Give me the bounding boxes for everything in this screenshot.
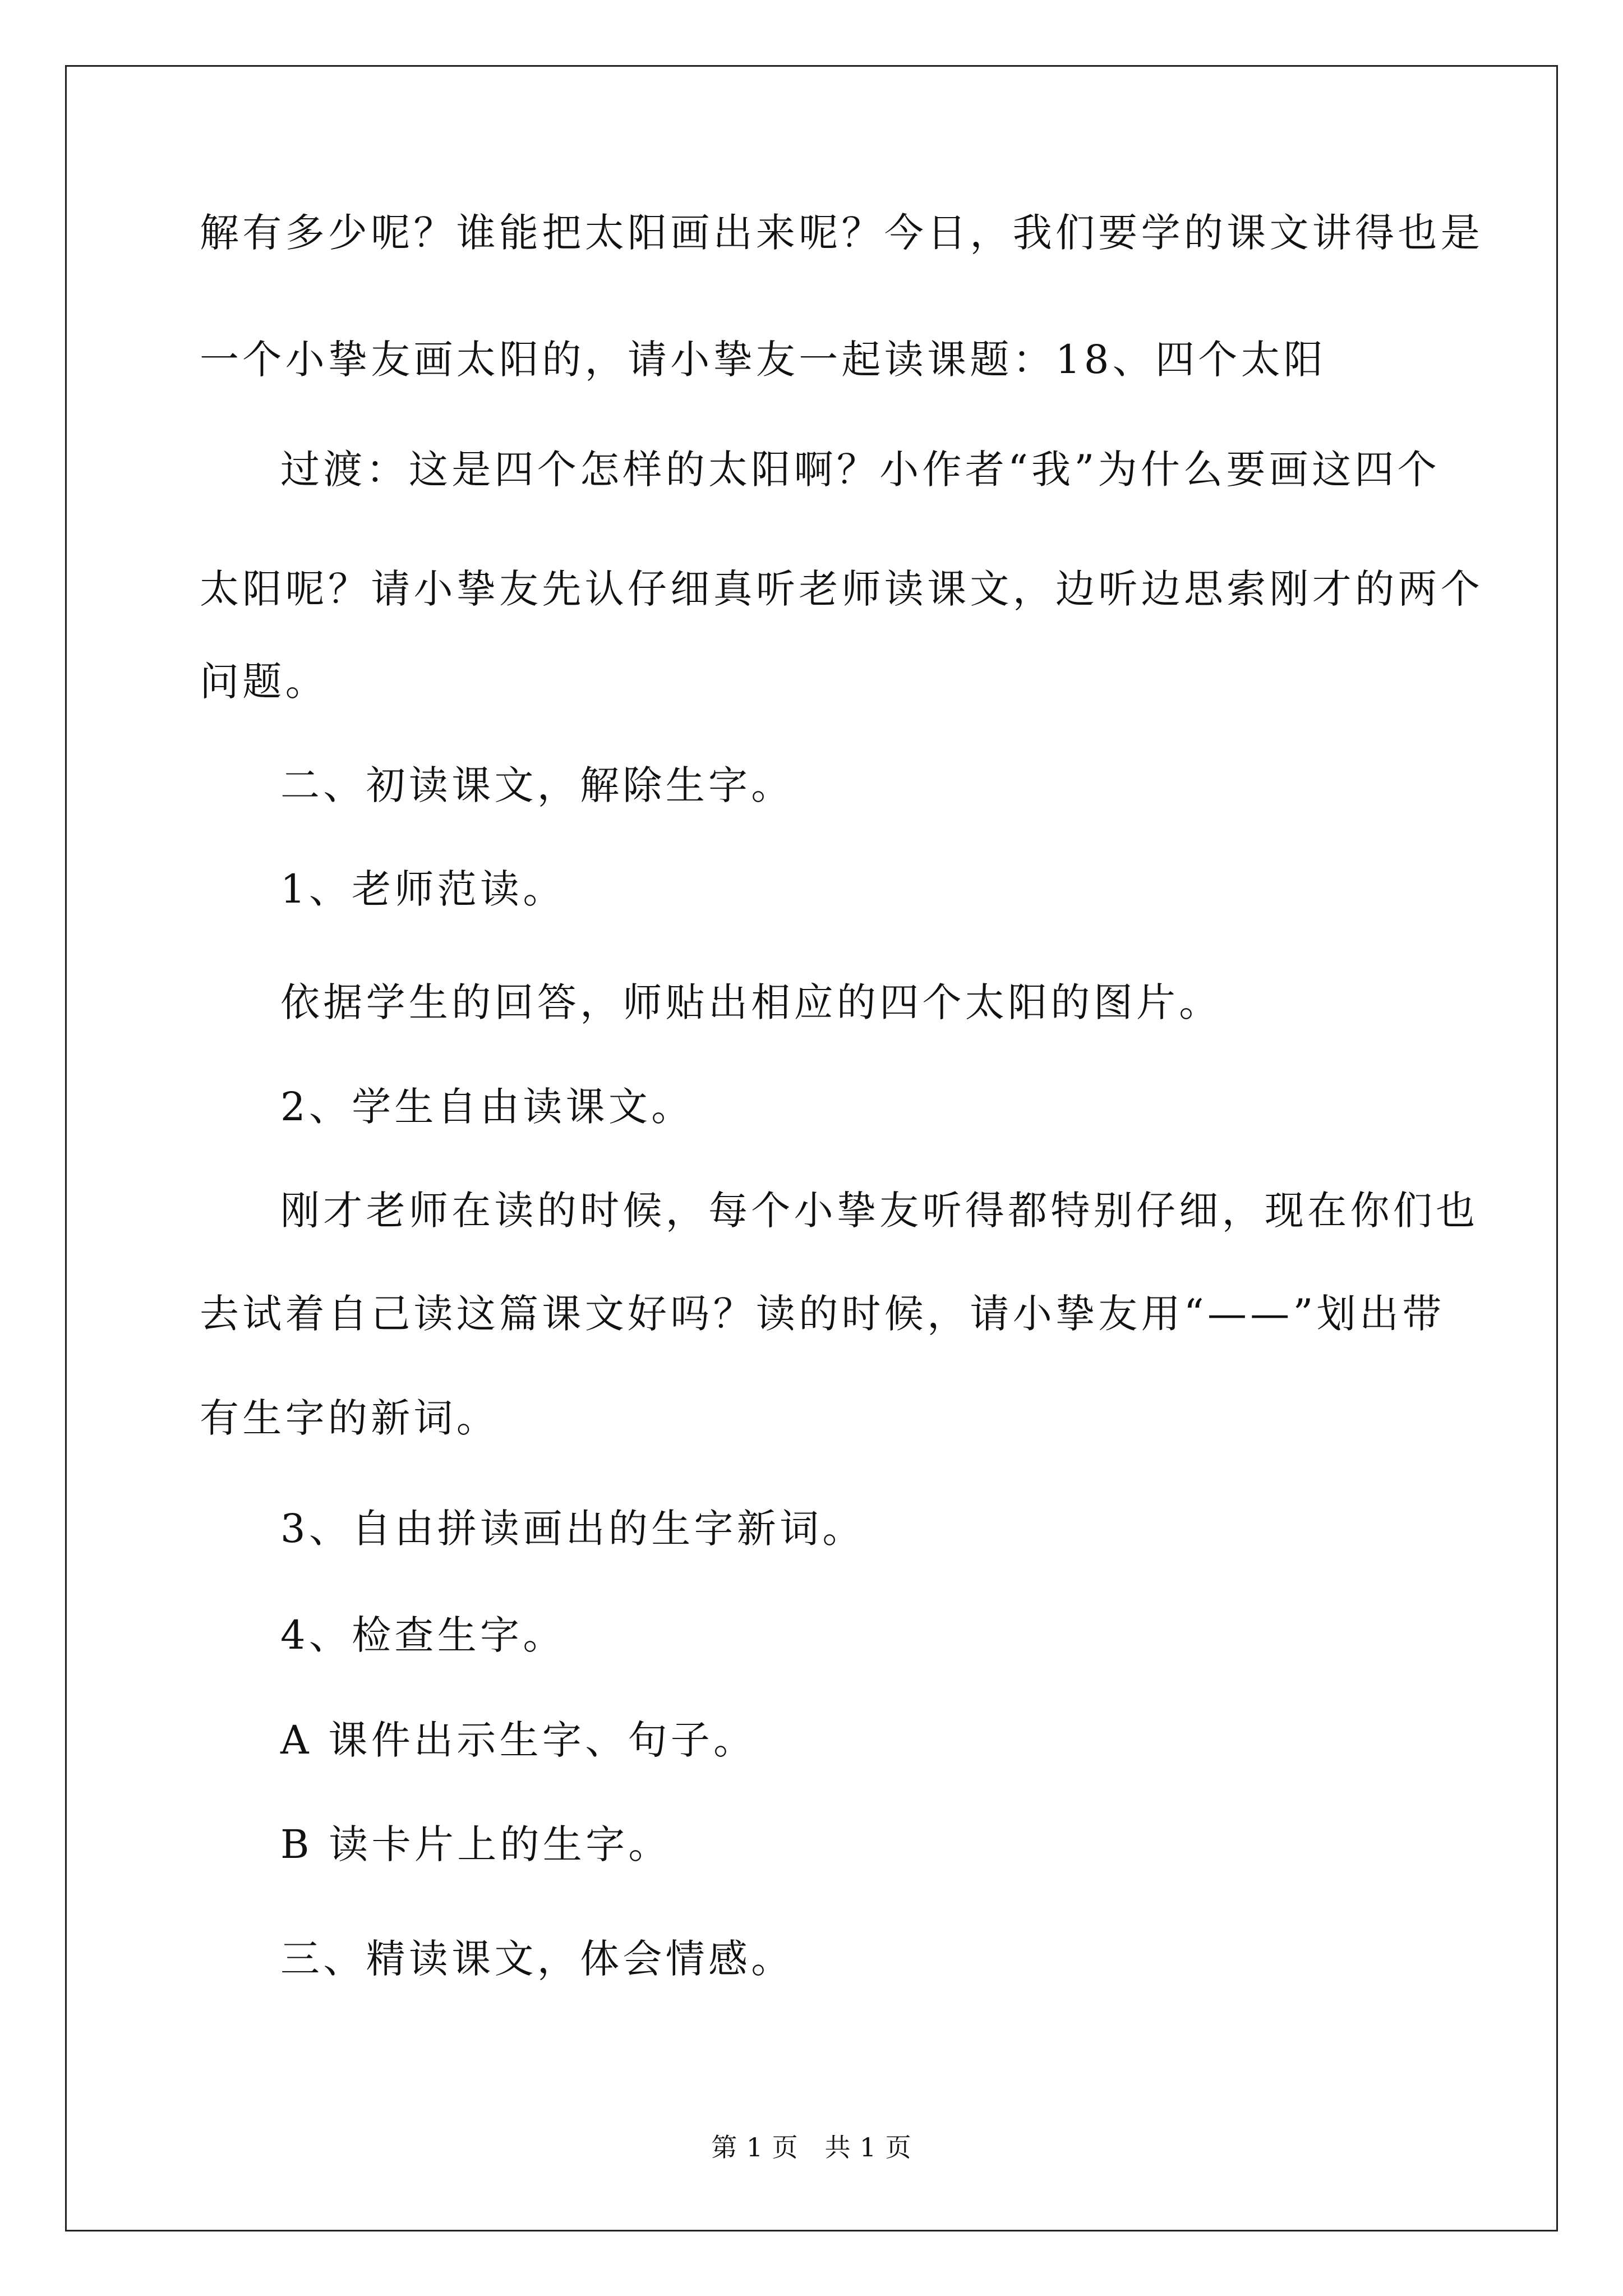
- text-line: 过渡：这是四个怎样的太阳啊？小作者“我”为什么要画这四个: [280, 447, 1440, 493]
- text-line: 3、自由拼读画出的生字新词。: [280, 1506, 865, 1552]
- text-line: 问题。: [200, 659, 328, 705]
- text-line: 2、学生自由读课文。: [280, 1084, 694, 1130]
- section-heading: 二、初读课文，解除生字。: [280, 762, 794, 808]
- text-line: B 读卡片上的生字。: [280, 1821, 671, 1867]
- text-line: 依据学生的回答，师贴出相应的四个太阳的图片。: [280, 979, 1222, 1025]
- text-line: 太阳呢？请小挚友先认仔细真听老师读课文，边听边思索刚才的两个: [200, 566, 1483, 612]
- text-line: A 课件出示生字、句子。: [280, 1717, 757, 1763]
- text-line: 1、老师范读。: [280, 866, 566, 912]
- page-footer: 第 1 页 共 1 页: [711, 2132, 912, 2162]
- text-line: 刚才老师在读的时候，每个小挚友听得都特别仔细，现在你们也: [280, 1188, 1479, 1234]
- text-line: 解有多少呢？谁能把太阳画出来呢？今日，我们要学的课文讲得也是: [200, 210, 1483, 256]
- text-line: 4、检查生字。: [280, 1612, 566, 1658]
- section-heading: 三、精读课文，体会情感。: [280, 1936, 794, 1982]
- text-line: 有生字的新词。: [200, 1395, 500, 1441]
- text-line: 去试着自己读这篇课文好吗？读的时候，请小挚友用“——”划出带: [200, 1291, 1445, 1337]
- text-line: 一个小挚友画太阳的，请小挚友一起读课题：18、四个太阳: [200, 337, 1327, 383]
- page-border: [65, 65, 1558, 2231]
